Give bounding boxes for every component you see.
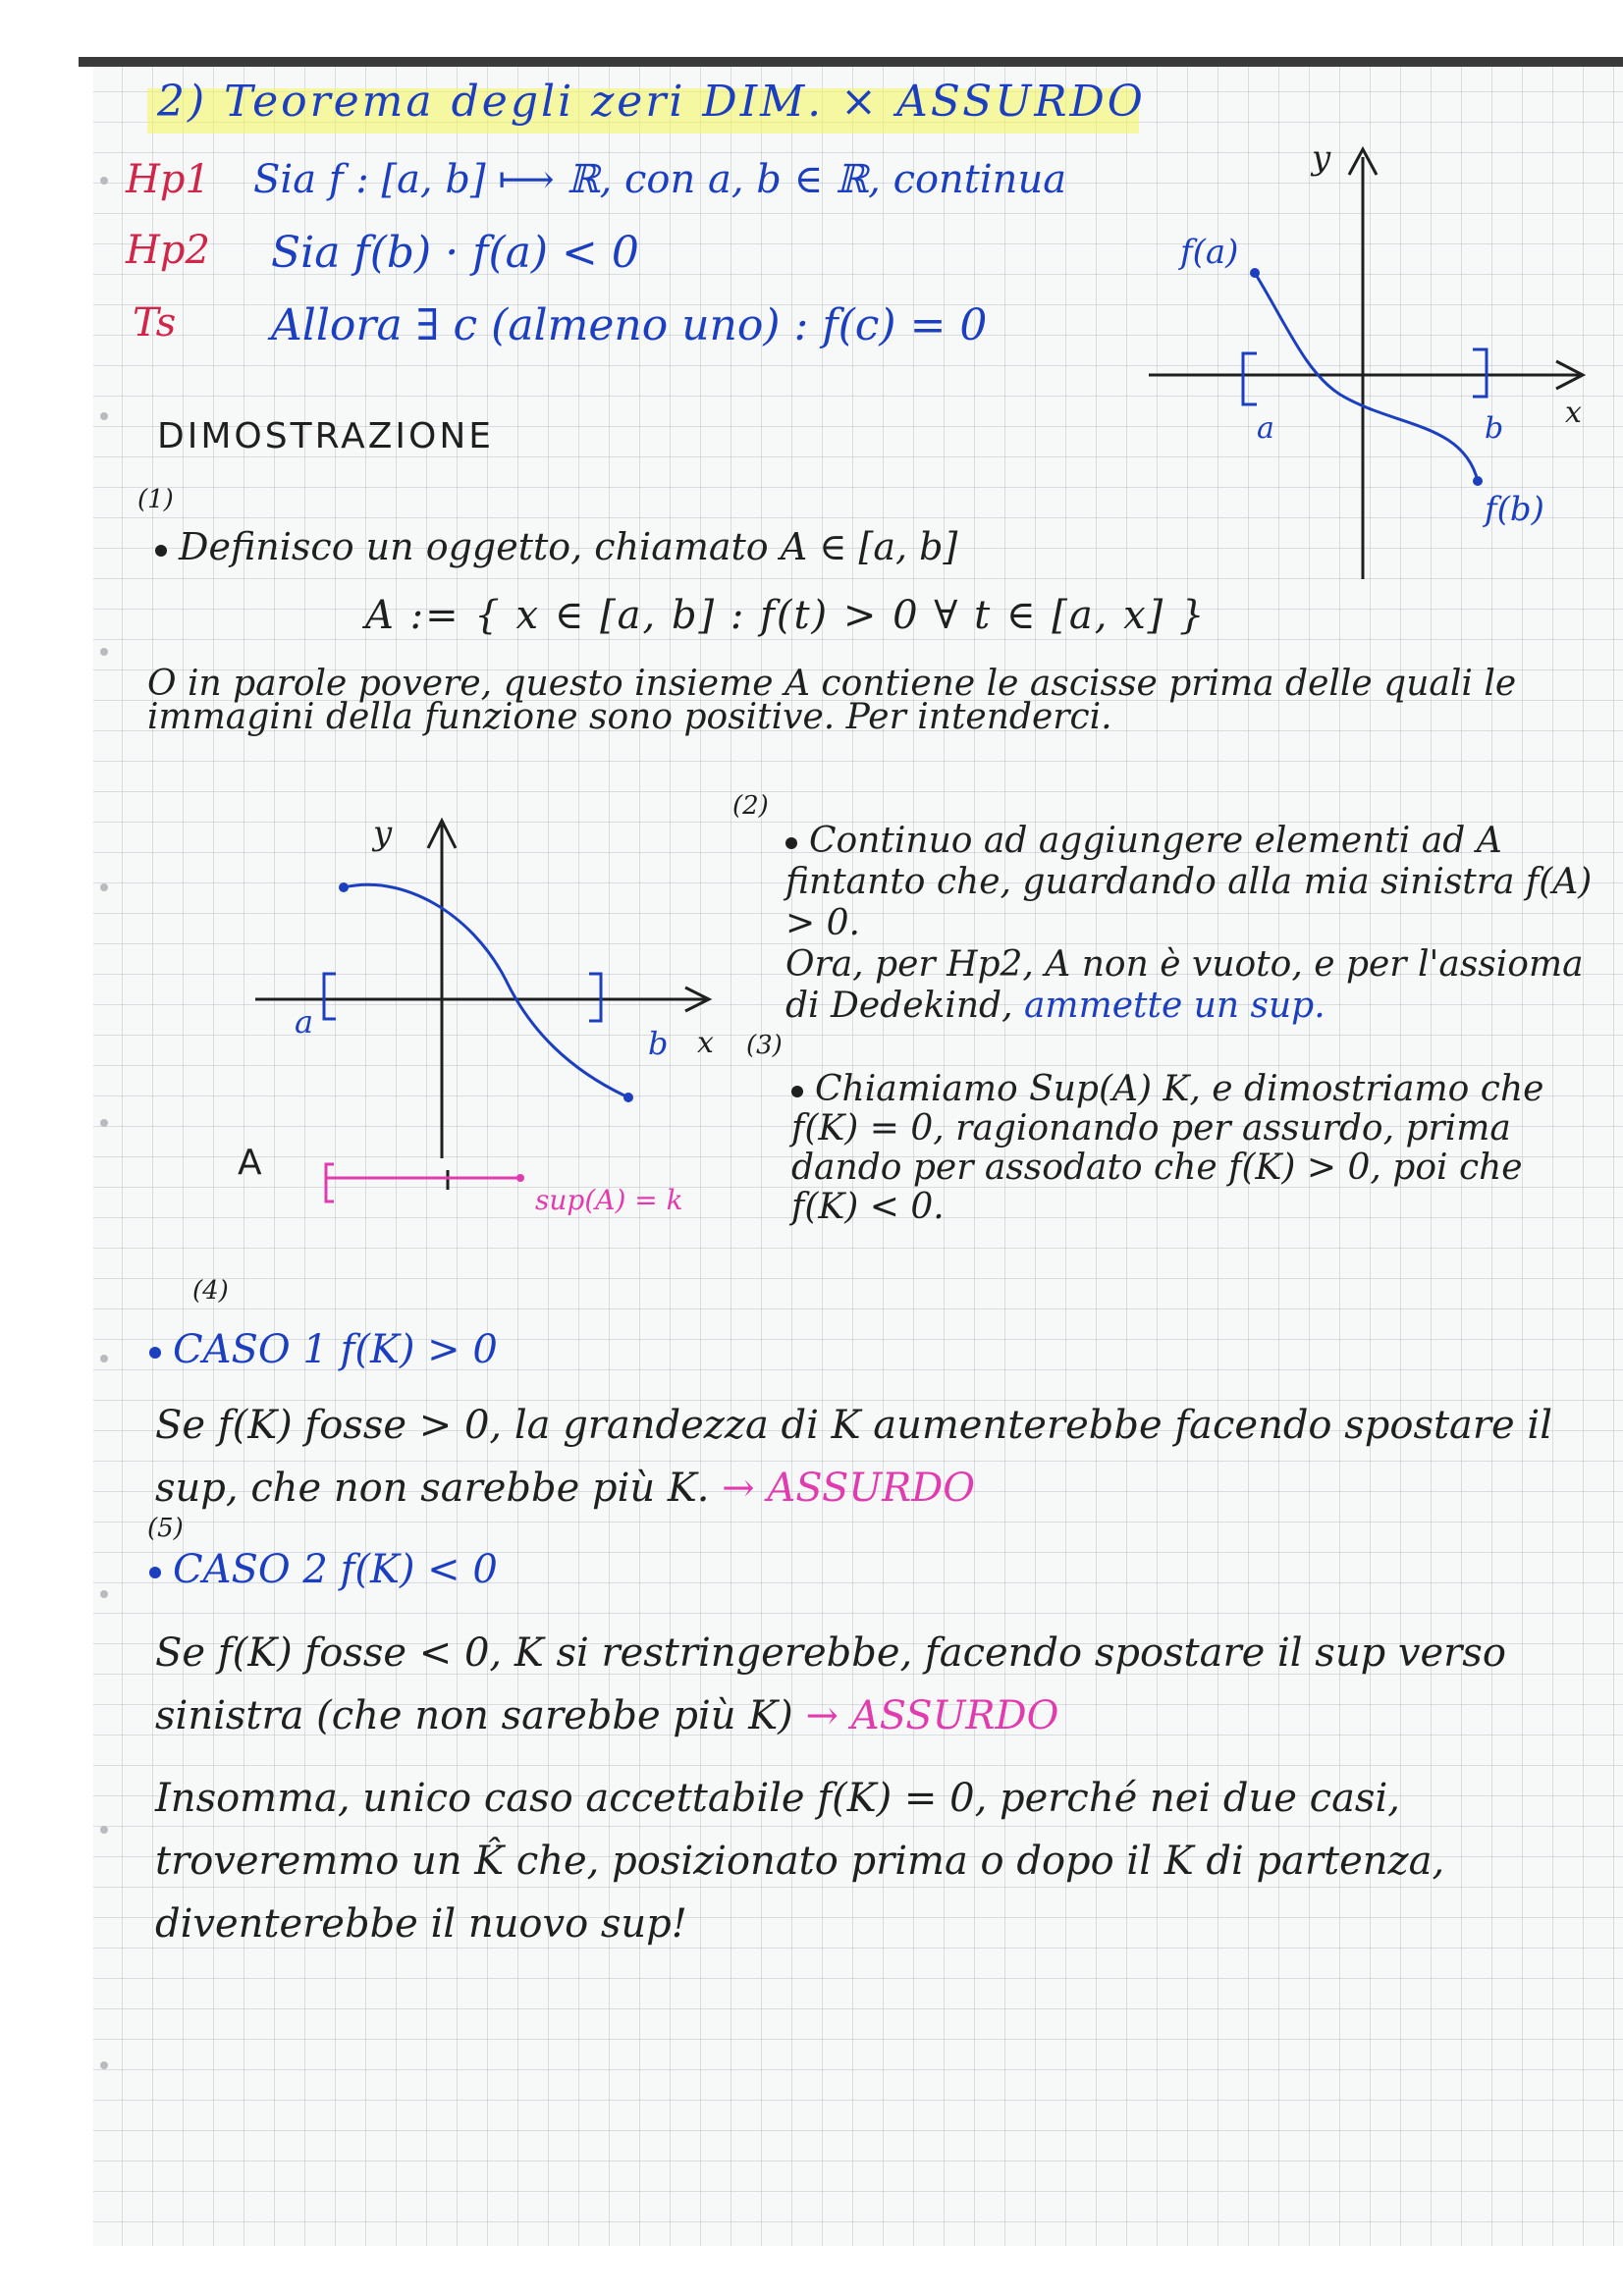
case1-result: → ASSURDO: [722, 1466, 976, 1511]
graph1-y-label: y: [1312, 138, 1331, 178]
page-margin: [0, 0, 93, 2296]
binder-hole: [100, 1590, 108, 1598]
point-end: [623, 1093, 633, 1102]
bullet-dot: [785, 837, 797, 849]
case1-title: [149, 1327, 498, 1372]
hp1-text: Sia f : [a, b] ⟼ ℝ, con a, b ∈ ℝ, continua: [253, 157, 1067, 202]
binder-hole: [100, 1119, 108, 1127]
set-a-label: A: [238, 1143, 262, 1183]
binder-hole: [100, 883, 108, 891]
hp1-label: Hp1: [126, 157, 210, 202]
case2-title: [149, 1547, 498, 1592]
step-number-2: (2): [732, 791, 769, 821]
bracket-a: [1243, 353, 1257, 404]
hp2-text: Sia f(b) · f(a) < 0: [271, 228, 639, 278]
paragraph-explanation: O in parole povere, questo insieme A contiene le ascisse prima delle quali le immagini della funzione sono positive. Per intenderci.: [147, 664, 1517, 737]
step2-text-a: Continuo ad aggiungere elementi ad A fintanto che, guardando alla mia sinistra f(A) > 0.: [785, 821, 1593, 943]
step2-text: [785, 821, 1600, 1027]
point-start: [339, 882, 349, 892]
bullet-dot: [791, 1086, 803, 1097]
step-number-5: (5): [147, 1514, 184, 1543]
graph1-a-label: a: [1257, 411, 1274, 446]
page-top-edge: [79, 57, 1623, 67]
case1-text: [155, 1394, 1589, 1520]
function-curve: [1255, 273, 1478, 481]
bracket-a: [324, 974, 336, 1019]
graph2-a-label: a: [295, 1003, 314, 1041]
step2-text-b: Ora, per Hp2, A non è vuoto, e per l'assioma di Dedekind,: [785, 944, 1584, 1026]
case2-text: [155, 1622, 1589, 1747]
step2-highlight: ammette un sup.: [1023, 986, 1325, 1026]
step3-body: Chiamiamo Sup(A) K, e dimostriamo che f(K) = 0, ragionando per assurdo, prima dando per assodato che f(K) > 0, poi che f(K) < 0.: [791, 1069, 1544, 1227]
step-number-3: (3): [746, 1031, 783, 1060]
bracket-b: [1473, 349, 1487, 397]
hp2-label: Hp2: [126, 228, 210, 273]
graph1-x-label: x: [1565, 396, 1582, 430]
step-number-1: (1): [137, 485, 174, 514]
binder-hole: [100, 412, 108, 420]
sup-point: [516, 1174, 524, 1182]
graph1-fa-label: f(a): [1180, 233, 1239, 272]
point-fb: [1473, 476, 1483, 486]
bullet-dot: [149, 1567, 161, 1578]
binder-hole: [100, 177, 108, 185]
set-definition: A := { x ∈ [a, b] : f(t) > 0 ∀ t ∈ [a, x] }: [365, 593, 1207, 638]
case1-title-text: CASO 1 f(K) > 0: [173, 1327, 498, 1372]
step1-text: Definisco un oggetto, chiamato A ∈ [a, b]: [179, 525, 958, 568]
set-a-bracket: [326, 1164, 334, 1201]
proof-heading: DIMOSTRAZIONE: [157, 416, 495, 456]
step3-text: [791, 1070, 1596, 1227]
step-number-4: (4): [192, 1276, 229, 1306]
binder-hole: [100, 2061, 108, 2069]
case2-title-text: CASO 2 f(K) < 0: [173, 1547, 498, 1592]
graph1-fb-label: f(b): [1485, 490, 1544, 529]
graph1-b-label: b: [1485, 411, 1504, 446]
conclusion-text: Insomma, unico caso accettabile f(K) = 0, perché nei due casi, troveremmo un K̂ che, posizionato prima o dopo il K di partenza, diventerebbe il nuovo sup!: [155, 1776, 1445, 1947]
thesis-text: Allora ∃ c (almeno uno) : f(c) = 0: [271, 300, 988, 350]
point-fa: [1250, 268, 1260, 278]
graph2-b-label: b: [648, 1025, 669, 1062]
page-title: 2) Teorema degli zeri DIM. × ASSURDO: [157, 77, 1146, 127]
case1-body: Se f(K) fosse > 0, la grandezza di K aumenterebbe facendo spostare il sup, che non sarebbe più K.: [155, 1403, 1552, 1511]
sup-label: sup(A) = k: [535, 1184, 683, 1216]
binder-hole: [100, 648, 108, 656]
step1-bullet: [155, 525, 957, 568]
bullet-dot: [155, 545, 167, 557]
binder-hole: [100, 1355, 108, 1362]
function-curve: [344, 884, 628, 1097]
binder-hole: [100, 1826, 108, 1834]
graph2-x-label: x: [697, 1026, 714, 1060]
graph-top-right: [1139, 128, 1591, 589]
graph-middle-left: [236, 805, 727, 1217]
bullet-dot: [149, 1347, 161, 1359]
thesis-label: Ts: [133, 300, 177, 346]
graph2-y-label: y: [373, 814, 393, 853]
bracket-b: [589, 974, 601, 1021]
case2-result: → ASSURDO: [805, 1693, 1059, 1738]
case2-body: Se f(K) fosse < 0, K si restringerebbe, facendo spostare il sup verso sinistra (che non sarebbe più K): [155, 1630, 1506, 1738]
